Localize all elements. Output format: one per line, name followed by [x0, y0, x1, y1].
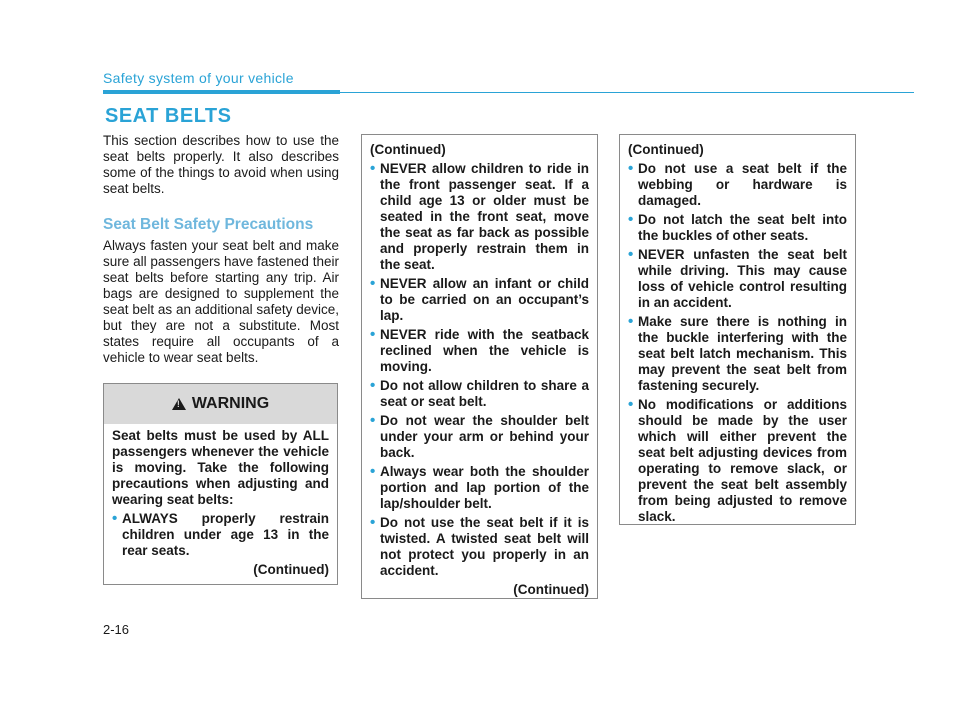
- continued-box-column-3: [619, 134, 856, 525]
- bullet-text: Do not allow children to share a seat or seat belt.: [380, 378, 589, 409]
- list-item: [370, 161, 589, 273]
- bullet-icon: •: [628, 160, 634, 177]
- continued-box-column-2: [361, 134, 598, 599]
- bullet-text: Do not latch the seat belt into the buckles of other seats.: [638, 212, 847, 243]
- header-rule-thick: [103, 90, 340, 94]
- list-item: [112, 511, 329, 559]
- warning-body: [104, 424, 337, 578]
- bullet-icon: •: [370, 275, 376, 292]
- continued-label-top: (Continued): [370, 142, 446, 157]
- bullet-icon: •: [628, 246, 634, 263]
- bullet-icon: •: [370, 377, 376, 394]
- bullet-text: Do not use the seat belt if it is twisted. A twisted seat belt will not protect you properly in an accident.: [380, 515, 589, 578]
- bullet-text: NEVER unfasten the seat belt while driving. This may cause loss of vehicle control resulting in an accident.: [638, 247, 847, 310]
- bullet-text: Do not use a seat belt if the webbing or hardware is damaged.: [638, 161, 847, 208]
- bullet-text: Always wear both the shoulder portion and lap portion of the lap/shoulder belt.: [380, 464, 589, 511]
- bullet-text: Make sure there is nothing in the buckle interfering with the seat belt latch mechanism. This may prevent the seat belt from fastening securely.: [638, 314, 847, 393]
- bullet-icon: •: [370, 412, 376, 429]
- bullet-icon: •: [370, 326, 376, 343]
- bullet-icon: •: [112, 510, 118, 527]
- list-item: [628, 247, 847, 311]
- body-paragraph: Always fasten your seat belt and make sure all passengers have fastened their seat belts before starting any trip. Air bags are designed to supplement the seat belt as an additional safety device, but they are not a substitute. Most states require all occupants of a vehicle to wear seat belts.: [103, 238, 339, 365]
- warning-header: [104, 384, 337, 424]
- bullet-text: NEVER allow children to ride in the front passenger seat. If a child age 13 or older must be seated in the front seat, move the seat as far back as possible and properly restrain them in the seat.: [380, 161, 589, 272]
- list-item: [370, 276, 589, 324]
- bullet-text: ALWAYS properly restrain children under age 13 in the rear seats.: [122, 511, 329, 558]
- bullet-icon: •: [370, 160, 376, 177]
- bullet-icon: •: [628, 313, 634, 330]
- warning-box: [103, 383, 338, 585]
- bullet-icon: •: [628, 211, 634, 228]
- continued-label-bottom: (Continued): [513, 582, 589, 597]
- bullet-text: Do not wear the shoulder belt under your arm or behind your back.: [380, 413, 589, 460]
- bullet-icon: •: [628, 396, 634, 413]
- bullet-text: No modifications or additions should be made by the user which will either prevent the seat belt adjusting devices from operating to remove slack, or prevent the seat belt assembly from being adjusted to remove slack.: [638, 397, 847, 524]
- list-item: [370, 327, 589, 375]
- list-item: [628, 161, 847, 209]
- bullet-icon: •: [370, 463, 376, 480]
- list-item: [628, 397, 847, 525]
- bullet-text: NEVER allow an infant or child to be carried on an occupant’s lap.: [380, 276, 589, 323]
- warning-intro: Seat belts must be used by ALL passengers whenever the vehicle is moving. Take the following precautions when adjusting and wearing seat belts:: [112, 428, 329, 507]
- list-item: [370, 464, 589, 512]
- continued-label-top: (Continued): [628, 142, 704, 157]
- bullet-text: NEVER ride with the seatback reclined when the vehicle is moving.: [380, 327, 589, 374]
- intro-paragraph: This section describes how to use the seat belts properly. It also describes some of the things to avoid when using seat belts.: [103, 133, 339, 196]
- warning-label: WARNING: [191, 395, 270, 412]
- list-item: [370, 378, 589, 410]
- continued-label: (Continued): [253, 562, 329, 577]
- warning-triangle-icon: [172, 398, 186, 410]
- list-item: [370, 413, 589, 461]
- list-item: [370, 515, 589, 579]
- list-item: [628, 212, 847, 244]
- bullet-icon: •: [370, 514, 376, 531]
- header-rule-thin: [340, 92, 914, 93]
- header-title: Safety system of your vehicle: [103, 70, 294, 86]
- section-title: SEAT BELTS: [105, 105, 232, 127]
- page-number: 2-16: [103, 622, 130, 637]
- subheading: Seat Belt Safety Precautions: [103, 216, 314, 233]
- list-item: [628, 314, 847, 394]
